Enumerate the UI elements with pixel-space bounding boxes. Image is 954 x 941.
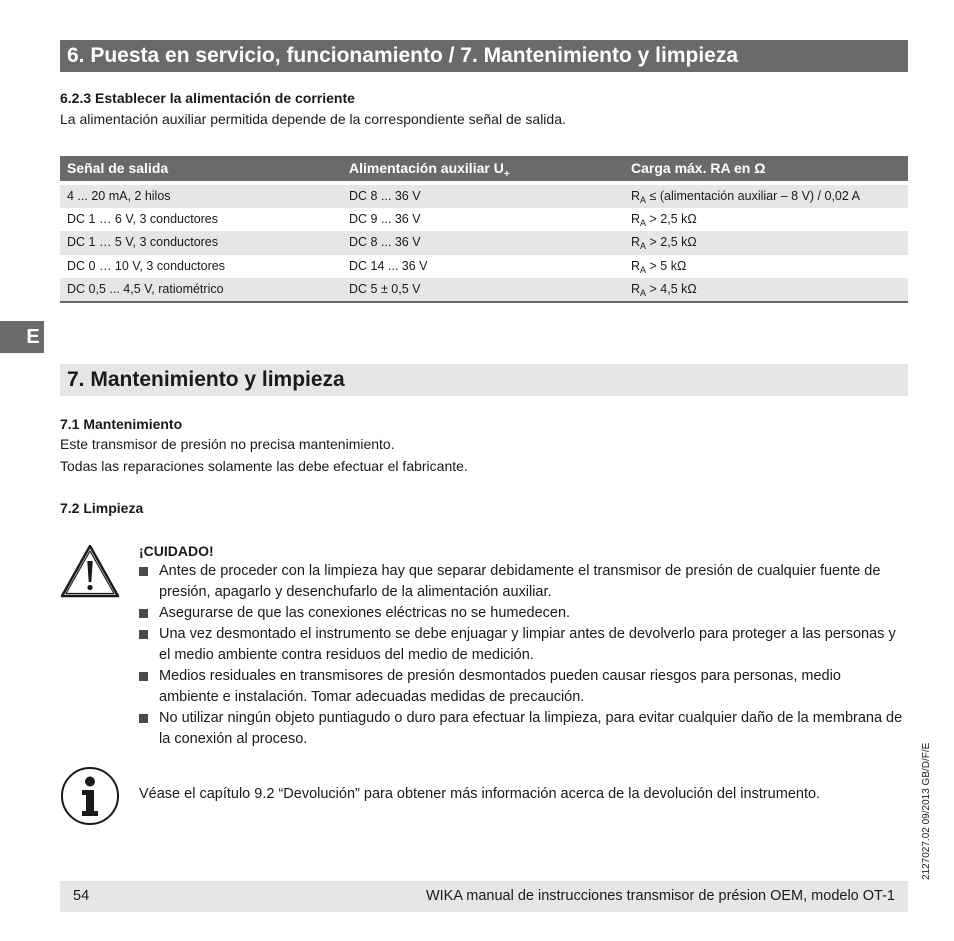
info-icon xyxy=(60,766,120,826)
load-subscript: A xyxy=(640,287,647,298)
bullet-square-icon xyxy=(139,609,148,618)
cell-max-load xyxy=(624,231,908,254)
cell-max-load xyxy=(624,185,908,208)
caution-bullet-item xyxy=(139,624,904,666)
load-subscript: A xyxy=(640,241,647,252)
cell-output-signal: 4 ... 20 mA, 2 hilos xyxy=(67,189,171,203)
load-value: > 4,5 kΩ xyxy=(646,281,697,296)
cell-auxiliary-supply: DC 8 ... 36 V xyxy=(349,189,421,203)
caution-bullet-list xyxy=(139,561,904,750)
cell-output-signal: DC 0 … 10 V, 3 conductores xyxy=(67,258,225,273)
table-header xyxy=(60,156,908,181)
caution-bullet-item xyxy=(139,666,904,708)
header-output-signal: Señal de salida xyxy=(67,160,169,176)
power-supply-table xyxy=(60,156,908,303)
intro-6-2-3: La alimentación auxiliar permitida depende de la correspondiente señal de salida. xyxy=(60,111,566,127)
cell-auxiliary-supply: DC 9 ... 36 V xyxy=(349,212,421,227)
cell-max-load xyxy=(624,278,908,301)
table-row xyxy=(60,185,908,208)
load-subscript: A xyxy=(640,195,647,205)
table-body xyxy=(60,185,908,301)
cell-auxiliary-supply: DC 14 ... 36 V xyxy=(349,258,428,273)
table-row xyxy=(60,278,908,301)
maintenance-line-1: Este transmisor de presión no precisa mantenimiento. xyxy=(60,436,395,452)
header-aux-text: Alimentación auxiliar U xyxy=(349,160,504,176)
load-value: > 2,5 kΩ xyxy=(646,212,697,227)
load-subscript: A xyxy=(640,218,647,229)
language-tab: E xyxy=(0,321,44,353)
maintenance-line-2: Todas las reparaciones solamente las debe efectuar el fabricante. xyxy=(60,458,468,474)
section-7-title: 7. Mantenimiento y limpieza xyxy=(60,364,908,396)
footer-title: WIKA manual de instrucciones transmisor de présion OEM, modelo OT-1 xyxy=(425,888,895,904)
load-symbol: R xyxy=(631,235,641,250)
info-text: Véase el capítulo 9.2 “Devolución” para obtener más información acerca de la devolución del instrumento. xyxy=(139,786,821,802)
load-value: > 2,5 kΩ xyxy=(646,235,697,250)
bullet-square-icon xyxy=(139,567,148,576)
caution-title: ¡CUIDADO! xyxy=(139,543,214,559)
cell-output-signal: DC 1 … 5 V, 3 conductores xyxy=(67,235,219,250)
caution-bullet-text: Antes de proceder con la limpieza hay que separar debidamente el transmisor de presión de cualquier fuente de presión, apagarlo y desenchufarlo de la alimentación auxiliar. xyxy=(159,563,881,600)
load-symbol: R xyxy=(631,212,641,227)
section-6-7-title: 6. Puesta en servicio, funcionamiento / 7. Mantenimiento y limpieza xyxy=(60,40,908,72)
cell-max-load xyxy=(624,208,908,231)
caution-bullet-item xyxy=(139,708,904,750)
cell-auxiliary-supply: DC 5 ± 0,5 V xyxy=(349,281,421,296)
table-bottom-rule xyxy=(60,301,908,303)
bullet-square-icon xyxy=(139,630,148,639)
load-subscript: A xyxy=(640,264,647,275)
table-row xyxy=(60,255,908,278)
caution-bullet-text: Una vez desmontado el instrumento se debe enjuagar y limpiar antes de devolverlo para proteger a las personas y el medio ambiente contra residuos del medio de medición. xyxy=(159,626,896,663)
cell-auxiliary-supply: DC 8 ... 36 V xyxy=(349,235,421,250)
warning-triangle-icon xyxy=(60,544,120,598)
document-code: 2127027.02 09/2013 GB/D/F/E xyxy=(921,742,932,880)
bullet-square-icon xyxy=(139,672,148,681)
load-symbol: R xyxy=(631,189,641,203)
caution-bullet-text: Asegurarse de que las conexiones eléctricas no se humedecen. xyxy=(159,605,571,621)
load-value: > 5 kΩ xyxy=(646,258,687,273)
heading-6-2-3: 6.2.3 Establecer la alimentación de corriente xyxy=(60,90,355,106)
load-symbol: R xyxy=(631,281,641,296)
header-aux-sub: + xyxy=(503,169,510,180)
header-max-load: Carga máx. RA en Ω xyxy=(631,160,766,176)
cell-output-signal: DC 0,5 ... 4,5 V, ratiométrico xyxy=(67,281,224,296)
caution-bullet-text: No utilizar ningún objeto puntiagudo o duro para efectuar la limpieza, para evitar cualquier daño de la membrana de la conexión al proceso. xyxy=(159,710,903,747)
caution-bullet-item xyxy=(139,561,904,603)
load-value: ≤ (alimentación auxiliar – 8 V) / 0,02 A xyxy=(646,189,860,203)
table-row xyxy=(60,231,908,254)
page-number: 54 xyxy=(73,888,90,904)
footer xyxy=(60,881,908,912)
header-auxiliary-supply xyxy=(342,156,624,181)
caution-bullet-text: Medios residuales en transmisores de presión desmontados pueden causar riesgos para personas, medio ambiente e instalación. Tomar adecuadas medidas de precaución. xyxy=(159,668,841,705)
table-row xyxy=(60,208,908,231)
cell-max-load xyxy=(624,255,908,278)
cell-output-signal: DC 1 … 6 V, 3 conductores xyxy=(67,212,219,227)
heading-7-1: 7.1 Mantenimiento xyxy=(60,416,183,432)
bullet-square-icon xyxy=(139,714,148,723)
load-symbol: R xyxy=(631,258,641,273)
heading-7-2: 7.2 Limpieza xyxy=(60,500,144,516)
caution-bullet-item xyxy=(139,603,904,624)
